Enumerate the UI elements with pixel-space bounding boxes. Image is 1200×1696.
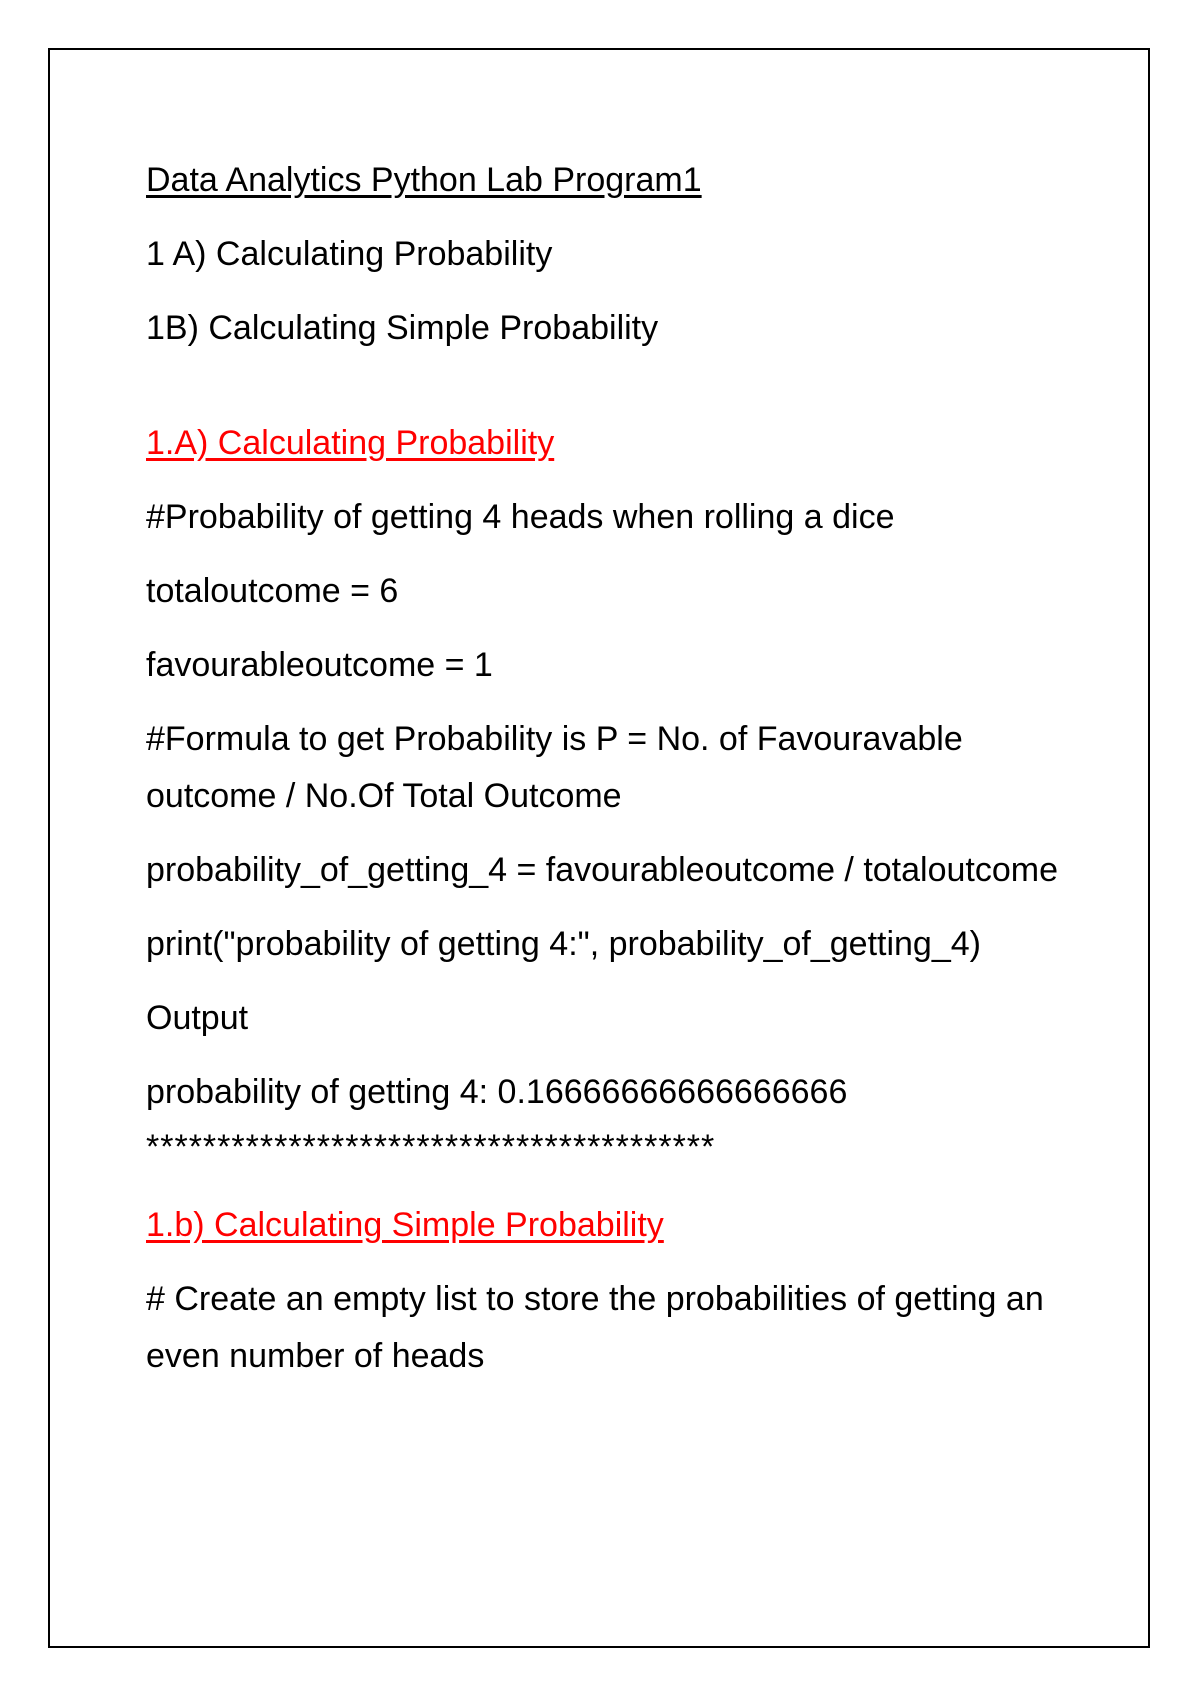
output-value: probability of getting 4: 0.16666666666666666 xyxy=(146,1073,848,1111)
document-content xyxy=(146,152,1086,1402)
code-favourableoutcome: favourableoutcome = 1 xyxy=(146,646,493,684)
section-a-heading: 1.A) Calculating Probability xyxy=(146,424,555,462)
code-comment-empty-list: # Create an empty list to store the probabilities of getting an even number of heads xyxy=(146,1280,1044,1375)
toc-item-a: 1 A) Calculating Probability xyxy=(146,235,553,273)
code-comment-probability: #Probability of getting 4 heads when rolling a dice xyxy=(146,498,895,536)
code-print-statement: print("probability of getting 4:", probability_of_getting_4) xyxy=(146,925,981,963)
code-probability-assignment: probability_of_getting_4 = favourableoutcome / totaloutcome xyxy=(146,851,1058,889)
output-label: Output xyxy=(146,999,249,1037)
separator-stars: **************************************** xyxy=(146,1128,716,1166)
toc-item-b: 1B) Calculating Simple Probability xyxy=(146,309,659,347)
document-title: Data Analytics Python Lab Program1 xyxy=(146,161,702,199)
section-b-heading: 1.b) Calculating Simple Probability xyxy=(146,1206,664,1244)
code-comment-formula: #Formula to get Probability is P = No. of Favouravable outcome / No.Of Total Outcome xyxy=(146,720,963,815)
code-totaloutcome: totaloutcome = 6 xyxy=(146,572,399,610)
